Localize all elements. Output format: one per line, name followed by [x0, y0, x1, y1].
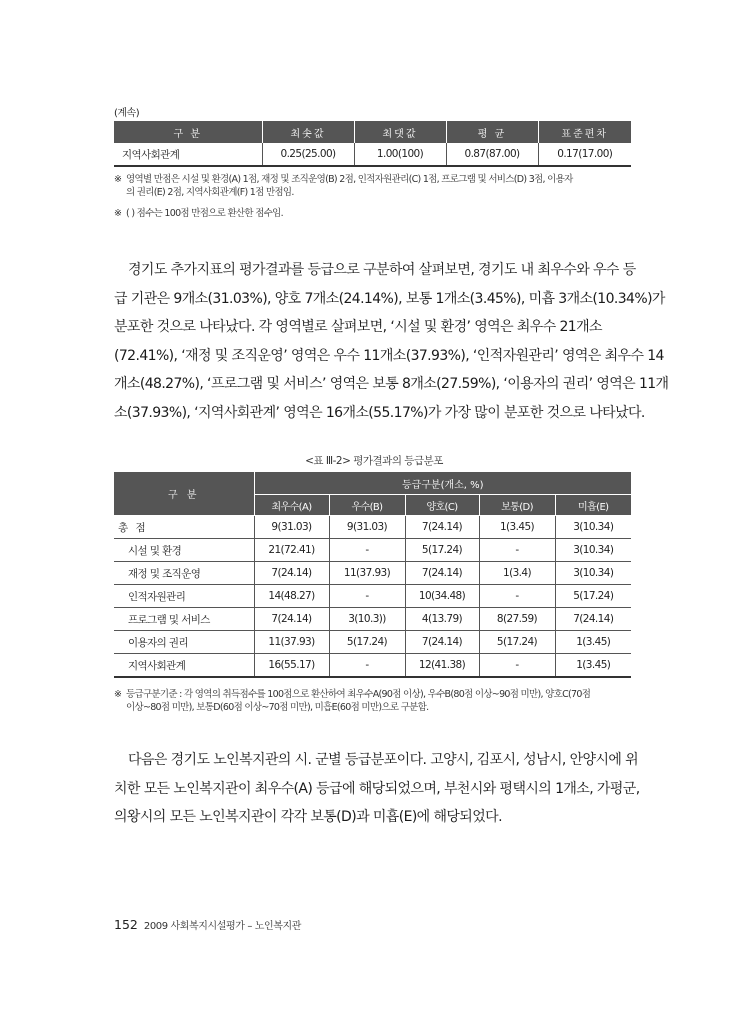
table-cell: 0.87(87.00)	[446, 143, 538, 166]
table-cell: 7(24.14)	[405, 631, 479, 654]
table-cell: -	[479, 654, 555, 678]
paragraph-line: 의왕시의 모든 노인복지관이 각각 보통(D)과 미흡(E)에 해당되었다.	[114, 809, 502, 826]
table1-note-2	[114, 207, 283, 220]
table-row	[114, 539, 631, 562]
row-label: 프로그램 및 서비스	[114, 608, 254, 631]
row-label: 지역사회관계	[114, 143, 262, 166]
table-row	[114, 143, 631, 166]
table-cell: 11(37.93)	[254, 631, 329, 654]
note-mark: ※	[114, 208, 122, 219]
table-cell: -	[329, 539, 405, 562]
header-cell: 표준편차	[538, 121, 631, 143]
table-cell: 7(24.14)	[254, 608, 329, 631]
table-cell: 1(3.45)	[479, 516, 555, 539]
table-cell: 1(3.45)	[555, 654, 631, 678]
table2-note	[114, 688, 590, 714]
table-cell: 7(24.14)	[405, 562, 479, 585]
header-cell: 양호(C)	[405, 495, 479, 516]
header-cell: 미흡(E)	[555, 495, 631, 516]
table-cell: 4(13.79)	[405, 608, 479, 631]
body-paragraph-2	[114, 746, 640, 832]
table-cell: 3(10.34)	[555, 562, 631, 585]
table-row	[114, 516, 631, 539]
header-cell: 보통(D)	[479, 495, 555, 516]
header-cell: 최우수(A)	[254, 495, 329, 516]
table-row	[114, 608, 631, 631]
page-footer	[114, 917, 301, 932]
paragraph-line: 경기도 추가지표의 평가결과를 등급으로 구분하여 살펴보면, 경기도 내 최우수와 우수 등	[128, 262, 636, 278]
paragraph-line: 치한 모든 노인복지관이 최우수(A) 등급에 해당되었으며, 부천시와 평택시의 1개소, 가평군,	[114, 780, 640, 797]
table-cell: 0.25(25.00)	[262, 143, 354, 166]
grade-distribution-table	[114, 472, 631, 678]
table-cell: 0.17(17.00)	[538, 143, 631, 166]
table-cell: 7(24.14)	[254, 562, 329, 585]
body-paragraph-1	[114, 256, 669, 428]
row-label: 재정 및 조직운영	[114, 562, 254, 585]
note-text: ( ) 점수는 100점 만점으로 환산한 점수임.	[126, 208, 283, 219]
paragraph-line: 분포한 것으로 나타났다. 각 영역별로 살펴보면, ‘시설 및 환경’ 영역은 최우수 21개소	[114, 319, 602, 336]
table-cell: -	[329, 654, 405, 678]
paragraph-line: 급 기관은 9개소(31.03%), 양호 7개소(24.14%), 보통 1개소(3.45%), 미흡 3개소(10.34%)가	[114, 290, 665, 307]
table-cell: -	[479, 585, 555, 608]
table-row	[114, 654, 631, 678]
table-cell: 7(24.14)	[555, 608, 631, 631]
table-cell: 3(10.34)	[555, 516, 631, 539]
note-mark: ※	[114, 689, 122, 700]
table-cell: 14(48.27)	[254, 585, 329, 608]
paragraph-line: 다음은 경기도 노인복지관의 시. 군별 등급분포이다. 고양시, 김포시, 성남시, 안양시에 위	[128, 752, 639, 768]
row-label: 인적자원관리	[114, 585, 254, 608]
row-label: 지역사회관계	[114, 654, 254, 678]
table-cell: 21(72.41)	[254, 539, 329, 562]
table-cell: 5(17.24)	[405, 539, 479, 562]
table-cell: 7(24.14)	[405, 516, 479, 539]
table1-note-1	[114, 173, 573, 199]
table-cell: 11(37.93)	[329, 562, 405, 585]
table-cell: 3(10.3))	[329, 608, 405, 631]
paragraph-line: (72.41%), ‘재정 및 조직운영’ 영역은 우수 11개소(37.93%), ‘인적자원관리’ 영역은 최우수 14	[114, 347, 664, 364]
header-cell: 최댓값	[354, 121, 446, 143]
table-cell: 1(3.45)	[555, 631, 631, 654]
continued-label: (계속)	[114, 108, 140, 119]
note-text: 영역별 만점은 시설 및 환경(A) 1점, 재정 및 조직운영(B) 2점, 인적자원관리(C) 1점, 프로그램 및 서비스(D) 3점, 이용자	[126, 174, 573, 185]
table-header-row	[114, 121, 631, 143]
table-cell: 3(10.34)	[555, 539, 631, 562]
header-cell: 최솟값	[262, 121, 354, 143]
note-text: 등급구분기준 : 각 영역의 취득점수를 100점으로 환산하여 최우수A(90점 이상), 우수B(80점 이상~90점 미만), 양호C(70점	[126, 689, 591, 700]
table-cell: 9(31.03)	[329, 516, 405, 539]
table-cell: 1.00(100)	[354, 143, 446, 166]
table-cell: 5(17.24)	[555, 585, 631, 608]
note-mark: ※	[114, 174, 122, 185]
table-cell: 1(3.4)	[479, 562, 555, 585]
row-label: 이용자의 권리	[114, 631, 254, 654]
header-group: 등급구분(개소, %)	[254, 472, 631, 495]
header-cell: 평 균	[446, 121, 538, 143]
header-gubun: 구 분	[114, 472, 254, 516]
table-row	[114, 562, 631, 585]
note-text-continued: 이상~80점 미만), 보통D(60점 이상~70점 미만), 미흡E(60점 미만)으로 구분함.	[126, 702, 429, 713]
table-cell: 12(41.38)	[405, 654, 479, 678]
note-text-continued: 의 권리(E) 2점, 지역사회관계(F) 1점 만점임.	[126, 187, 294, 198]
table-header-row	[114, 472, 631, 495]
row-label: 시설 및 환경	[114, 539, 254, 562]
table-row	[114, 585, 631, 608]
min-max-table	[114, 121, 631, 167]
table-cell: 5(17.24)	[479, 631, 555, 654]
table-cell: 5(17.24)	[329, 631, 405, 654]
page-number: 152	[114, 917, 138, 932]
row-label: 총 점	[114, 516, 254, 539]
table-cell: 8(27.59)	[479, 608, 555, 631]
running-title: 2009 사회복지시설평가 – 노인복지관	[143, 921, 302, 932]
table-caption: <표 Ⅲ-2> 평가결과의 등급분포	[305, 455, 443, 467]
header-cell: 우수(B)	[329, 495, 405, 516]
table-cell: 16(55.17)	[254, 654, 329, 678]
table-cell: 9(31.03)	[254, 516, 329, 539]
table-row	[114, 631, 631, 654]
table-cell: 10(34.48)	[405, 585, 479, 608]
table-cell: -	[329, 585, 405, 608]
header-cell: 구 분	[114, 121, 262, 143]
table-cell: -	[479, 539, 555, 562]
paragraph-line: 소(37.93%), ‘지역사회관계’ 영역은 16개소(55.17%)가 가장 많이 분포한 것으로 나타났다.	[114, 404, 645, 421]
paragraph-line: 개소(48.27%), ‘프로그램 및 서비스’ 영역은 보통 8개소(27.59%), ‘이용자의 권리’ 영역은 11개	[114, 376, 669, 393]
